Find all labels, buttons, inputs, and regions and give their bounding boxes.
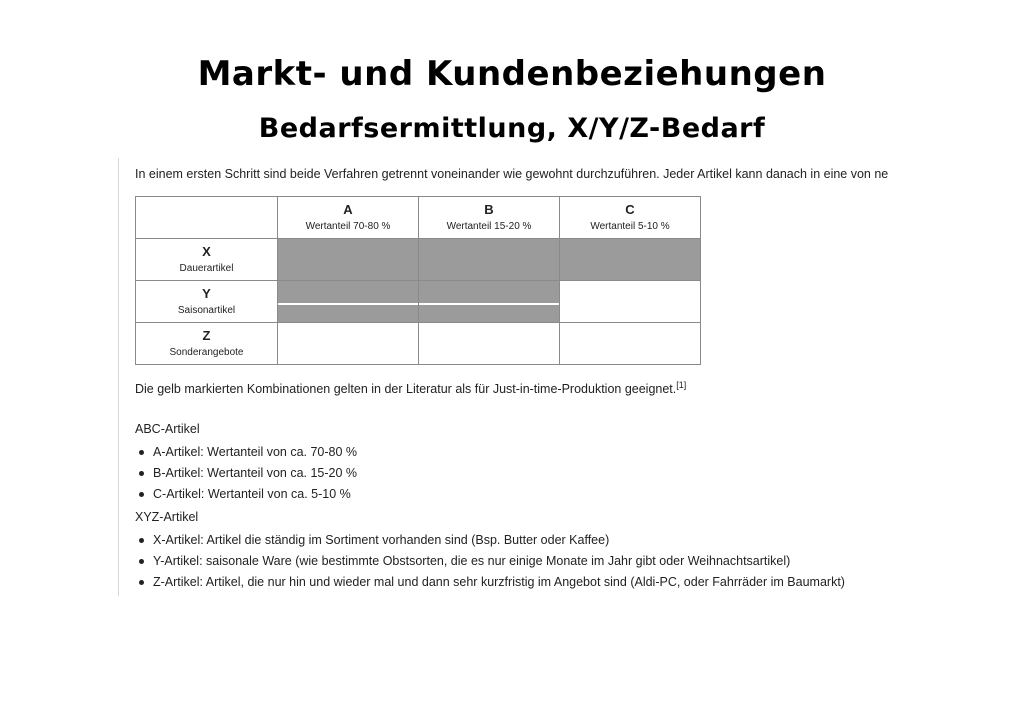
intro-text: In einem ersten Schritt sind beide Verfahren getrennt voneinander wie gewohnt durchzuführen. Jeder Artikel kann danach in eine von ne (135, 167, 889, 181)
col-label: Wertanteil 70-80 % (305, 221, 391, 232)
list-item: B-Artikel: Wertanteil von ca. 15-20 % (135, 463, 357, 484)
matrix-cell-cy (560, 281, 701, 323)
list-item: Z-Artikel: Artikel, die nur hin und wieder mal und dann sehr kurzfristig im Angebot sind (Aldi-PC, oder Fahrräder im Baumarkt) (135, 572, 845, 593)
matrix-cell-ay (278, 281, 419, 323)
list-item: A-Artikel: Wertanteil von ca. 70-80 % (135, 442, 357, 463)
col-letter: B (484, 202, 494, 217)
matrix-cell-bz (419, 323, 560, 365)
matrix-cell-az (278, 323, 419, 365)
matrix-row-header-y (136, 281, 278, 323)
abc-heading: ABC-Artikel (135, 422, 200, 436)
matrix-col-header-a (278, 197, 419, 239)
abc-list (135, 442, 357, 505)
document-excerpt (118, 158, 897, 596)
list-item: Y-Artikel: saisonale Ware (wie bestimmte Obstsorten, die es nur einige Monate im Jahr gibt oder Weihnachtsartikel) (135, 551, 845, 572)
matrix-note (135, 380, 686, 396)
matrix-row-header-z (136, 323, 278, 365)
col-letter: C (625, 202, 635, 217)
matrix-header-row (136, 197, 701, 239)
list-item: C-Artikel: Wertanteil von ca. 5-10 % (135, 484, 357, 505)
matrix-col-header-c (560, 197, 701, 239)
abc-xyz-matrix (135, 196, 701, 365)
matrix-col-header-b (419, 197, 560, 239)
row-letter: Z (202, 328, 211, 343)
xyz-heading: XYZ-Artikel (135, 510, 199, 524)
note-text: Die gelb markierten Kombinationen gelten in der Literatur als für Just-in-time-Produktion geeignet. (135, 382, 677, 396)
row-letter: Y (202, 286, 211, 301)
col-label: Wertanteil 5-10 % (590, 221, 670, 232)
xyz-list (135, 530, 845, 593)
matrix-cell-ax (278, 239, 419, 281)
row-label: Dauerartikel (179, 263, 234, 274)
matrix-cell-cx (560, 239, 701, 281)
page-subtitle: Bedarfsermittlung, X/Y/Z-Bedarf (258, 113, 766, 144)
matrix-row-y (136, 281, 701, 323)
col-label: Wertanteil 15-20 % (446, 221, 532, 232)
row-label: Saisonartikel (177, 305, 236, 316)
matrix-row-x (136, 239, 701, 281)
matrix-cell-bx (419, 239, 560, 281)
row-label: Sonderangebote (169, 347, 244, 358)
footnote-ref-link[interactable]: [1] (676, 380, 687, 390)
page-title: Markt- und Kundenbeziehungen (197, 54, 827, 94)
list-item: X-Artikel: Artikel die ständig im Sortiment vorhanden sind (Bsp. Butter oder Kaffee) (135, 530, 845, 551)
matrix-row-header-x (136, 239, 278, 281)
matrix-cell-by (419, 281, 560, 323)
matrix-row-z (136, 323, 701, 365)
row-letter: X (202, 244, 211, 259)
matrix-corner-cell (136, 197, 278, 239)
col-letter: A (343, 202, 353, 217)
matrix-cell-cz (560, 323, 701, 365)
